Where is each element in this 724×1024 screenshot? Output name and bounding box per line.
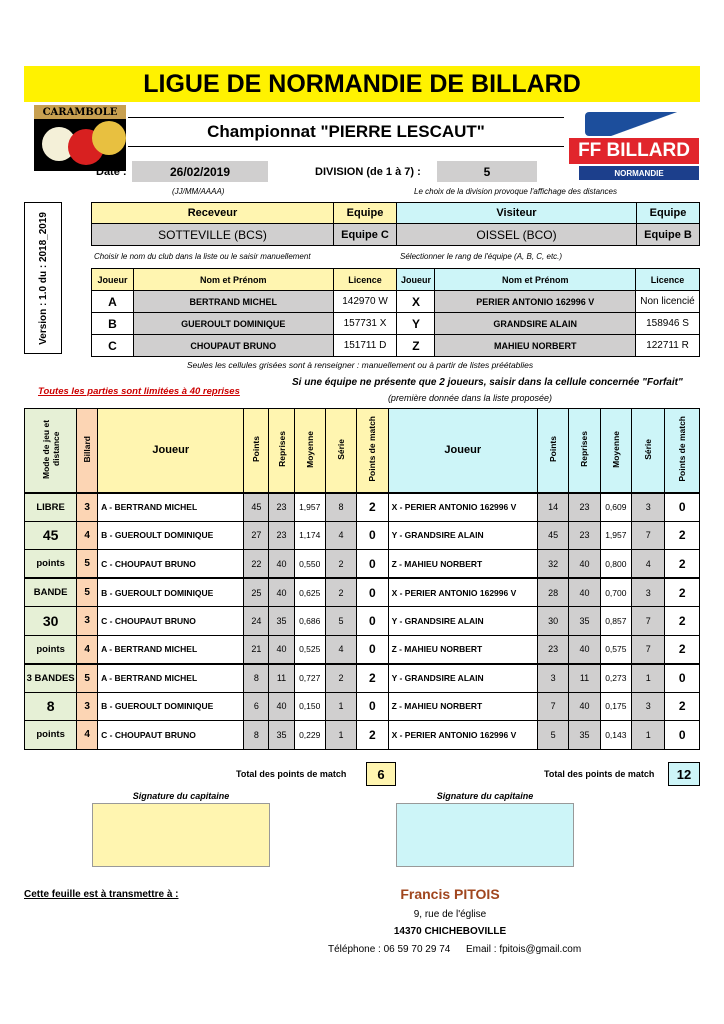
serie-left-cell[interactable]: 2 bbox=[325, 550, 356, 579]
serie-right-cell[interactable]: 3 bbox=[632, 578, 665, 607]
serie-right-cell[interactable]: 4 bbox=[632, 550, 665, 579]
billard-cell[interactable]: 5 bbox=[77, 578, 98, 607]
serie-left-cell[interactable]: 4 bbox=[325, 521, 356, 550]
visiteur-club-field[interactable]: OISSEL (BCO) bbox=[396, 223, 637, 246]
billard-cell[interactable]: 3 bbox=[77, 493, 98, 522]
reprises-left-cell[interactable]: 40 bbox=[269, 635, 294, 664]
pm-left-cell: 0 bbox=[357, 635, 388, 664]
receveur-team-field[interactable]: Equipe C bbox=[333, 223, 397, 246]
pm-right-cell: 0 bbox=[665, 493, 700, 522]
moyenne-left-cell: 0,686 bbox=[294, 607, 325, 636]
player-licence-left[interactable]: 142970 W bbox=[333, 291, 397, 313]
player-right-cell[interactable]: Y - GRANDSIRE ALAIN bbox=[388, 607, 537, 636]
joueur-header-left: Joueur bbox=[98, 409, 244, 493]
billard-cell[interactable]: 5 bbox=[77, 664, 98, 693]
player-left-cell[interactable]: C - CHOUPAUT BRUNO bbox=[98, 607, 244, 636]
player-left-cell[interactable]: B - GUEROULT DOMINIQUE bbox=[98, 521, 244, 550]
player-right-cell[interactable]: X - PERIER ANTONIO 162996 V bbox=[388, 493, 537, 522]
player-left-cell[interactable]: A - BERTRAND MICHEL bbox=[98, 664, 244, 693]
pm-right-cell: 0 bbox=[665, 721, 700, 750]
serie-right-cell[interactable]: 3 bbox=[632, 493, 665, 522]
recipient-email: Email : fpitois@gmail.com bbox=[466, 943, 582, 955]
player-row bbox=[92, 291, 700, 313]
serie-header-left: Série bbox=[325, 409, 356, 493]
signature-box-left[interactable] bbox=[92, 803, 270, 867]
billard-header: Billard bbox=[77, 409, 98, 493]
championship-title: Championnat "PIERRE LESCAUT" bbox=[128, 117, 564, 147]
serie-right-cell[interactable]: 1 bbox=[632, 721, 665, 750]
moyenne-right-cell: 0,609 bbox=[600, 493, 631, 522]
players-licence-header-right: Licence bbox=[636, 269, 700, 291]
points-right-cell[interactable]: 45 bbox=[537, 521, 568, 550]
player-left-cell[interactable]: A - BERTRAND MICHEL bbox=[98, 635, 244, 664]
visiteur-equipe-header: Equipe bbox=[636, 202, 700, 224]
pm-right-cell: 2 bbox=[665, 635, 700, 664]
player-code-right: X bbox=[397, 291, 435, 313]
mode-cell: BANDE bbox=[25, 578, 77, 607]
player-right-cell[interactable]: Y - GRANDSIRE ALAIN bbox=[388, 521, 537, 550]
reprises-right-cell[interactable]: 35 bbox=[569, 721, 600, 750]
points-left-cell[interactable]: 21 bbox=[244, 635, 269, 664]
total-right-field: 12 bbox=[668, 762, 700, 786]
transmit-label: Cette feuille est à transmettre à : bbox=[24, 888, 179, 900]
result-row bbox=[25, 493, 700, 522]
player-code-right: Z bbox=[397, 335, 435, 357]
recipient-address-2: 14370 CHICHEBOVILLE bbox=[393, 925, 507, 937]
pm-right-cell: 2 bbox=[665, 521, 700, 550]
ffbillard-logo bbox=[565, 104, 701, 184]
moyenne-left-cell: 0,625 bbox=[294, 578, 325, 607]
forfait-note-2: (première donnée dans la liste proposée) bbox=[387, 393, 553, 403]
reprises-header-left: Reprises bbox=[269, 409, 294, 493]
result-row bbox=[25, 578, 700, 607]
moyenne-header-right: Moyenne bbox=[600, 409, 631, 493]
date-format-note: (JJ/MM/AAAA) bbox=[172, 186, 225, 196]
mode-cell: points bbox=[25, 635, 77, 664]
club-note: Choisir le nom du club dans la liste ou le saisir manuellement bbox=[94, 251, 311, 261]
pm-right-cell: 0 bbox=[665, 664, 700, 693]
result-row bbox=[25, 521, 700, 550]
moyenne-left-cell: 1,174 bbox=[294, 521, 325, 550]
reprises-header-right: Reprises bbox=[569, 409, 600, 493]
results-table bbox=[24, 408, 700, 750]
billard-cell[interactable]: 4 bbox=[77, 521, 98, 550]
player-code-left: C bbox=[92, 335, 134, 357]
player-row bbox=[92, 335, 700, 357]
player-right-cell[interactable]: Z - MAHIEU NORBERT bbox=[388, 635, 537, 664]
reprises-right-cell[interactable]: 40 bbox=[569, 635, 600, 664]
recipient-name: Francis PITOIS bbox=[400, 886, 500, 902]
reprises-left-cell[interactable]: 40 bbox=[269, 578, 294, 607]
player-left-cell[interactable]: C - CHOUPAUT BRUNO bbox=[98, 550, 244, 579]
billard-cell[interactable]: 4 bbox=[77, 635, 98, 664]
player-silhouette-icon bbox=[585, 112, 685, 136]
reprises-right-cell[interactable]: 23 bbox=[569, 521, 600, 550]
serie-left-cell[interactable]: 4 bbox=[325, 635, 356, 664]
reprises-right-cell[interactable]: 11 bbox=[569, 664, 600, 693]
moyenne-right-cell: 0,700 bbox=[600, 578, 631, 607]
billard-cell[interactable]: 3 bbox=[77, 607, 98, 636]
receveur-club-field[interactable]: SOTTEVILLE (BCS) bbox=[91, 223, 334, 246]
serie-header-right: Série bbox=[632, 409, 665, 493]
player-name-left[interactable]: BERTRAND MICHEL bbox=[133, 291, 333, 313]
ffbillard-logo-text: FF BILLARD bbox=[569, 138, 699, 164]
player-name-right[interactable]: MAHIEU NORBERT bbox=[435, 335, 636, 357]
total-left-field: 6 bbox=[366, 762, 396, 786]
limit-note: Toutes les parties sont limitées à 40 reprises bbox=[38, 385, 240, 397]
player-code-right: Y bbox=[397, 313, 435, 335]
players-licence-header-left: Licence bbox=[333, 269, 397, 291]
mode-cell: 3 BANDES bbox=[25, 664, 77, 693]
ball-yellow-icon bbox=[92, 121, 126, 155]
serie-left-cell[interactable]: 1 bbox=[325, 692, 356, 721]
points-left-cell[interactable]: 6 bbox=[244, 692, 269, 721]
reprises-right-cell[interactable]: 40 bbox=[569, 578, 600, 607]
player-code-left: B bbox=[92, 313, 134, 335]
pm-left-cell: 0 bbox=[357, 521, 388, 550]
reprises-left-cell[interactable]: 23 bbox=[269, 521, 294, 550]
division-note: Le choix de la division provoque l'affichage des distances bbox=[414, 186, 617, 196]
version-text: Version : 1.0 du : 2018_2019 bbox=[37, 211, 49, 345]
pm-right-cell: 2 bbox=[665, 692, 700, 721]
points-right-cell[interactable]: 7 bbox=[537, 692, 568, 721]
result-row bbox=[25, 607, 700, 636]
reprises-left-cell[interactable]: 40 bbox=[269, 692, 294, 721]
pm-right-cell: 2 bbox=[665, 550, 700, 579]
pm-left-cell: 0 bbox=[357, 692, 388, 721]
mode-header: Mode de jeu et distance bbox=[25, 409, 77, 493]
points-right-cell[interactable]: 3 bbox=[537, 664, 568, 693]
forfait-note: Si une équipe ne présente que 2 joueurs, saisir dans la cellule concernée "Forfait" bbox=[292, 376, 683, 388]
rank-note: Sélectionner le rang de l'équipe (A, B, C, etc.) bbox=[400, 251, 563, 261]
reprises-left-cell[interactable]: 11 bbox=[269, 664, 294, 693]
points-right-cell[interactable]: 30 bbox=[537, 607, 568, 636]
player-left-cell[interactable]: C - CHOUPAUT BRUNO bbox=[98, 721, 244, 750]
reprises-left-cell[interactable]: 23 bbox=[269, 493, 294, 522]
points-right-cell[interactable]: 14 bbox=[537, 493, 568, 522]
moyenne-left-cell: 0,727 bbox=[294, 664, 325, 693]
serie-right-cell[interactable]: 3 bbox=[632, 692, 665, 721]
visiteur-team-field[interactable]: Equipe B bbox=[636, 223, 700, 246]
player-right-cell[interactable]: Y - GRANDSIRE ALAIN bbox=[388, 664, 537, 693]
moyenne-right-cell: 0,575 bbox=[600, 635, 631, 664]
signature-label-left: Signature du capitaine bbox=[132, 791, 230, 801]
player-left-cell[interactable]: B - GUEROULT DOMINIQUE bbox=[98, 692, 244, 721]
result-row bbox=[25, 635, 700, 664]
reprises-left-cell[interactable]: 35 bbox=[269, 721, 294, 750]
date-label: Date : bbox=[96, 166, 127, 178]
points-right-cell[interactable]: 32 bbox=[537, 550, 568, 579]
division-label: DIVISION (de 1 à 7) : bbox=[315, 166, 421, 178]
moyenne-right-cell: 1,957 bbox=[600, 521, 631, 550]
player-name-right[interactable]: GRANDSIRE ALAIN bbox=[435, 313, 636, 335]
carambole-logo bbox=[34, 105, 126, 171]
player-row bbox=[92, 313, 700, 335]
ffbillard-logo-sub: NORMANDIE bbox=[579, 166, 699, 180]
pm-right-cell: 2 bbox=[665, 578, 700, 607]
recipient-phone: Téléphone : 06 59 70 29 74 bbox=[328, 943, 451, 955]
grey-cells-note: Seules les cellules grisées sont à renseigner : manuellement ou à partir de listes préétablies bbox=[186, 360, 534, 370]
reprises-left-cell[interactable]: 35 bbox=[269, 607, 294, 636]
player-licence-right[interactable]: 122711 R bbox=[636, 335, 700, 357]
serie-right-cell[interactable]: 1 bbox=[632, 664, 665, 693]
total-label-right: Total des points de match bbox=[544, 769, 655, 779]
moyenne-right-cell: 0,800 bbox=[600, 550, 631, 579]
players-joueur-header-right: Joueur bbox=[397, 269, 435, 291]
player-name-left[interactable]: CHOUPAUT BRUNO bbox=[133, 335, 333, 357]
players-nom-header-left: Nom et Prénom bbox=[133, 269, 333, 291]
player-name-left[interactable]: GUEROULT DOMINIQUE bbox=[133, 313, 333, 335]
player-licence-left[interactable]: 151711 D bbox=[333, 335, 397, 357]
reprises-right-cell[interactable]: 35 bbox=[569, 607, 600, 636]
page-title: LIGUE DE NORMANDIE DE BILLARD bbox=[24, 66, 700, 102]
player-licence-right[interactable]: 158946 S bbox=[636, 313, 700, 335]
pm-header-right: Points de match bbox=[665, 409, 700, 493]
points-right-cell[interactable]: 5 bbox=[537, 721, 568, 750]
moyenne-right-cell: 0,143 bbox=[600, 721, 631, 750]
visiteur-header: Visiteur bbox=[396, 202, 637, 224]
moyenne-right-cell: 0,273 bbox=[600, 664, 631, 693]
reprises-left-cell[interactable]: 40 bbox=[269, 550, 294, 579]
moyenne-left-cell: 0,525 bbox=[294, 635, 325, 664]
points-left-cell[interactable]: 25 bbox=[244, 578, 269, 607]
points-left-cell[interactable]: 45 bbox=[244, 493, 269, 522]
points-header-left: Points bbox=[244, 409, 269, 493]
player-right-cell[interactable]: X - PERIER ANTONIO 162996 V bbox=[388, 578, 537, 607]
serie-left-cell[interactable]: 2 bbox=[325, 578, 356, 607]
serie-left-cell[interactable]: 1 bbox=[325, 721, 356, 750]
moyenne-left-cell: 0,229 bbox=[294, 721, 325, 750]
points-header-right: Points bbox=[537, 409, 568, 493]
players-joueur-header-left: Joueur bbox=[92, 269, 134, 291]
player-right-cell[interactable]: Z - MAHIEU NORBERT bbox=[388, 550, 537, 579]
player-licence-left[interactable]: 157731 X bbox=[333, 313, 397, 335]
reprises-right-cell[interactable]: 40 bbox=[569, 550, 600, 579]
billard-cell[interactable]: 3 bbox=[77, 692, 98, 721]
date-field[interactable]: 26/02/2019 bbox=[132, 161, 268, 182]
pm-left-cell: 0 bbox=[357, 607, 388, 636]
points-left-cell[interactable]: 8 bbox=[244, 664, 269, 693]
player-left-cell[interactable]: B - GUEROULT DOMINIQUE bbox=[98, 578, 244, 607]
receveur-equipe-header: Equipe bbox=[333, 202, 397, 224]
mode-cell: 30 bbox=[25, 607, 77, 636]
player-name-right[interactable]: PERIER ANTONIO 162996 V bbox=[435, 291, 636, 313]
serie-left-cell[interactable]: 5 bbox=[325, 607, 356, 636]
player-right-cell[interactable]: Z - MAHIEU NORBERT bbox=[388, 692, 537, 721]
serie-right-cell[interactable]: 7 bbox=[632, 635, 665, 664]
pm-left-cell: 0 bbox=[357, 578, 388, 607]
result-row bbox=[25, 721, 700, 750]
mode-cell: points bbox=[25, 721, 77, 750]
carambole-logo-text: CARAMBOLE bbox=[34, 105, 126, 119]
points-right-cell[interactable]: 23 bbox=[537, 635, 568, 664]
division-field[interactable]: 5 bbox=[437, 161, 537, 182]
player-left-cell[interactable]: A - BERTRAND MICHEL bbox=[98, 493, 244, 522]
mode-cell: 45 bbox=[25, 521, 77, 550]
moyenne-header-left: Moyenne bbox=[294, 409, 325, 493]
points-left-cell[interactable]: 22 bbox=[244, 550, 269, 579]
points-left-cell[interactable]: 8 bbox=[244, 721, 269, 750]
pm-left-cell: 2 bbox=[357, 721, 388, 750]
moyenne-left-cell: 0,550 bbox=[294, 550, 325, 579]
moyenne-right-cell: 0,175 bbox=[600, 692, 631, 721]
joueur-header-right: Joueur bbox=[388, 409, 537, 493]
players-nom-header-right: Nom et Prénom bbox=[435, 269, 636, 291]
points-right-cell[interactable]: 28 bbox=[537, 578, 568, 607]
pm-right-cell: 2 bbox=[665, 607, 700, 636]
serie-left-cell[interactable]: 2 bbox=[325, 664, 356, 693]
players-table bbox=[91, 268, 700, 357]
receveur-header: Receveur bbox=[91, 202, 334, 224]
recipient-address-1: 9, rue de l'église bbox=[413, 908, 487, 920]
signature-label-right: Signature du capitaine bbox=[436, 791, 534, 801]
serie-right-cell[interactable]: 7 bbox=[632, 607, 665, 636]
points-left-cell[interactable]: 27 bbox=[244, 521, 269, 550]
moyenne-right-cell: 0,857 bbox=[600, 607, 631, 636]
billard-cell[interactable]: 5 bbox=[77, 550, 98, 579]
mode-cell: 8 bbox=[25, 692, 77, 721]
version-box bbox=[24, 202, 62, 354]
player-code-left: A bbox=[92, 291, 134, 313]
signature-box-right[interactable] bbox=[396, 803, 574, 867]
moyenne-left-cell: 0,150 bbox=[294, 692, 325, 721]
pm-left-cell: 2 bbox=[357, 493, 388, 522]
mode-cell: points bbox=[25, 550, 77, 579]
result-row bbox=[25, 550, 700, 579]
mode-cell: LIBRE bbox=[25, 493, 77, 522]
reprises-right-cell[interactable]: 40 bbox=[569, 692, 600, 721]
serie-left-cell[interactable]: 8 bbox=[325, 493, 356, 522]
result-row bbox=[25, 664, 700, 693]
points-left-cell[interactable]: 24 bbox=[244, 607, 269, 636]
player-right-cell[interactable]: X - PERIER ANTONIO 162996 V bbox=[388, 721, 537, 750]
billard-cell[interactable]: 4 bbox=[77, 721, 98, 750]
moyenne-left-cell: 1,957 bbox=[294, 493, 325, 522]
total-label-left: Total des points de match bbox=[236, 769, 347, 779]
result-row bbox=[25, 692, 700, 721]
pm-left-cell: 2 bbox=[357, 664, 388, 693]
results-header-row bbox=[25, 409, 700, 493]
pm-left-cell: 0 bbox=[357, 550, 388, 579]
player-licence-right[interactable]: Non licencié bbox=[636, 291, 700, 313]
serie-right-cell[interactable]: 7 bbox=[632, 521, 665, 550]
reprises-right-cell[interactable]: 23 bbox=[569, 493, 600, 522]
pm-header-left: Points de match bbox=[357, 409, 388, 493]
